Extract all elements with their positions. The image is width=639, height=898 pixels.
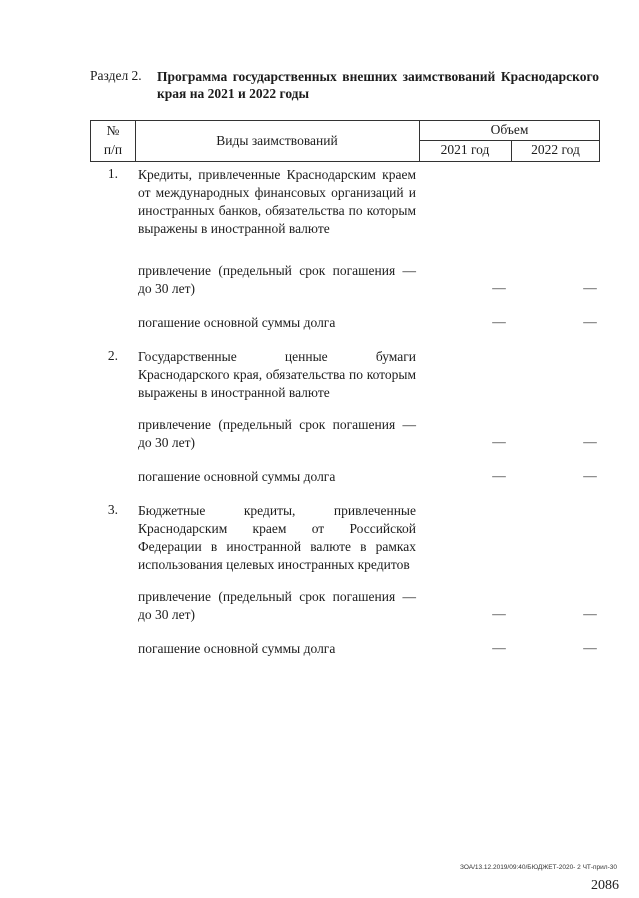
item-text: Бюджетные кредиты, привлеченные Краснодарским краем от Российской Федерации в иностранной валюте в рамках использования целевых иностранных кредитов <box>138 503 416 572</box>
value-2021: — <box>492 468 506 483</box>
repayment-label: погашение основной суммы долга <box>138 315 336 330</box>
item-number: 3. <box>107 502 118 517</box>
value-2021: — <box>492 314 506 329</box>
header-num-line2: п/п <box>103 142 123 157</box>
header-type: Виды заимствований <box>216 133 338 148</box>
value-2022: — <box>583 606 597 621</box>
value-2021: — <box>492 280 506 295</box>
value-2022: — <box>583 280 597 295</box>
attraction-label: привлечение (предельный срок погашения — до 30 лет) <box>138 263 416 296</box>
item-number: 1. <box>107 166 118 181</box>
document-stamp: ЗОА/13.12.2019/09:40/БЮДЖЕТ-2020- 2 ЧТ-прил-30 <box>459 864 617 871</box>
value-2021: — <box>492 434 506 449</box>
section-title: Программа государственных внешних заимствований Краснодарского края на 2021 и 2022 годы <box>157 69 599 101</box>
header-num-line1: № <box>106 123 120 138</box>
value-2022: — <box>583 640 597 655</box>
page-number: 2086 <box>591 878 619 893</box>
repayment-label: погашение основной суммы долга <box>138 641 336 656</box>
value-2022: — <box>583 314 597 329</box>
item-text: Государственные ценные бумаги Краснодарского края, обязательства по которым выражены в иностранной валюте <box>138 349 416 400</box>
item-number: 2. <box>107 348 118 363</box>
header-year-2022: 2022 год <box>531 142 580 157</box>
item-text: Кредиты, привлеченные Краснодарским краем от международных финансовых организаций и иностранных банков, обязательства по которым выражены в иностранной валюте <box>138 167 416 236</box>
value-2022: — <box>583 434 597 449</box>
header-volume: Объем <box>490 122 529 137</box>
attraction-label: привлечение (предельный срок погашения — до 30 лет) <box>138 417 416 450</box>
attraction-label: привлечение (предельный срок погашения — до 30 лет) <box>138 589 416 622</box>
section-prefix: Раздел 2. <box>90 68 142 83</box>
repayment-label: погашение основной суммы долга <box>138 469 336 484</box>
header-year-2021: 2021 год <box>440 142 490 157</box>
divider <box>419 140 599 141</box>
table-header <box>90 120 600 162</box>
value-2022: — <box>583 468 597 483</box>
value-2021: — <box>492 640 506 655</box>
value-2021: — <box>492 606 506 621</box>
